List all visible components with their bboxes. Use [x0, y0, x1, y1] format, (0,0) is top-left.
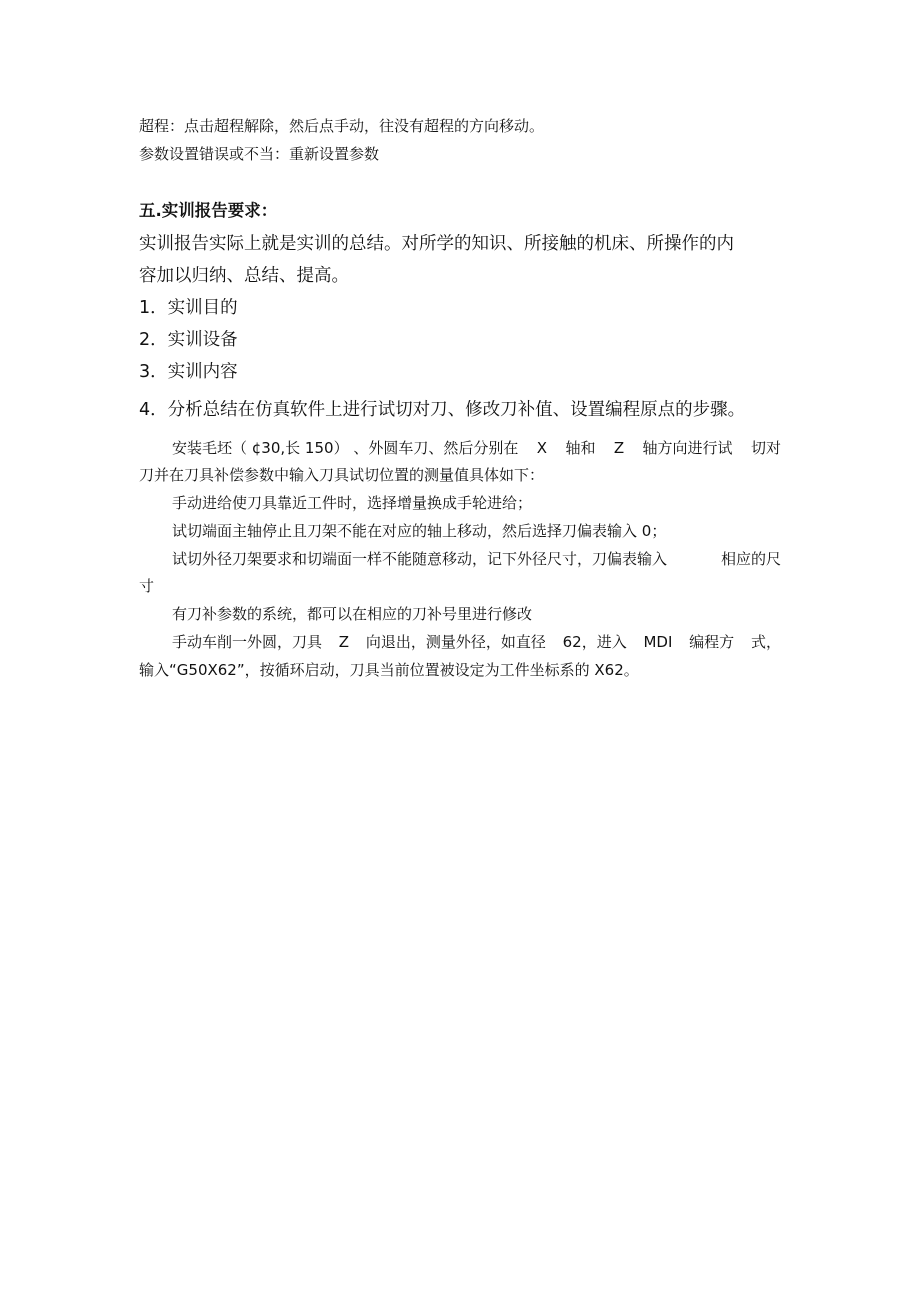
- report-intro-line-2: 容加以归纳、总结、提高。: [139, 266, 349, 286]
- mdi-paragraph-line-1: [172, 632, 781, 652]
- list-item-1: 1．实训目的: [139, 298, 238, 318]
- setup-paragraph-line-1: [172, 438, 781, 458]
- text-segment: 安装毛坯（ ¢30,长 150） 、外圆车刀、然后分别在: [172, 439, 519, 457]
- parameter-error-line: 参数设置错误或不当：重新设置参数: [139, 145, 380, 163]
- text-segment: 手动车削一外圆，刀具: [172, 633, 323, 651]
- text-segment: 轴和: [565, 439, 596, 457]
- text-segment: Z: [613, 439, 625, 457]
- text-segment: 式，: [750, 633, 781, 651]
- text-segment: MDI: [643, 633, 673, 651]
- text-segment: 向退出，测量外径，如直径: [365, 633, 546, 651]
- face-cut-step-line: 试切端面主轴停止且刀架不能在对应的轴上移动，然后选择刀偏表输入 0；: [172, 522, 667, 540]
- offset-modify-line: 有刀补参数的系统，都可以在相应的刀补号里进行修改: [172, 605, 533, 623]
- mdi-paragraph-line-2: 输入“G50X62”，按循环启动，刀具当前位置被设定为工件坐标系的 X62。: [139, 661, 639, 679]
- text-segment: 编程方: [689, 633, 735, 651]
- text-segment: 轴方向进行试: [642, 439, 733, 457]
- text-segment: X: [536, 439, 548, 457]
- text-segment: 切对: [750, 439, 781, 457]
- text-segment: 相应的尺: [720, 550, 781, 568]
- report-intro-line-1: 实训报告实际上就是实训的总结。对所学的知识、所接触的机床、所操作的内: [139, 234, 734, 254]
- list-item-2: 2．实训设备: [139, 330, 238, 350]
- text-segment: 62，进入: [562, 633, 627, 651]
- setup-paragraph-line-2: 刀并在刀具补偿参数中输入刀具试切位置的测量值具体如下：: [139, 466, 545, 484]
- text-segment: 试切外径刀架要求和切端面一样不能随意移动，记下外径尺寸，刀偏表输入: [172, 550, 668, 568]
- list-item-3: 3．实训内容: [139, 362, 238, 382]
- diameter-step-line-2: 寸: [139, 577, 155, 595]
- section-heading: 五.实训报告要求：: [139, 201, 278, 220]
- overtravel-line: 超程：点击超程解除，然后点手动，往没有超程的方向移动。: [139, 117, 545, 135]
- text-segment: Z: [338, 633, 350, 651]
- handwheel-step-line: 手动进给使刀具靠近工件时，选择增量换成手轮进给；: [172, 494, 533, 512]
- diameter-step-line-1: [172, 549, 781, 569]
- list-item-4: 4．分析总结在仿真软件上进行试切对刀、修改刀补值、设置编程原点的步骤。: [139, 400, 746, 420]
